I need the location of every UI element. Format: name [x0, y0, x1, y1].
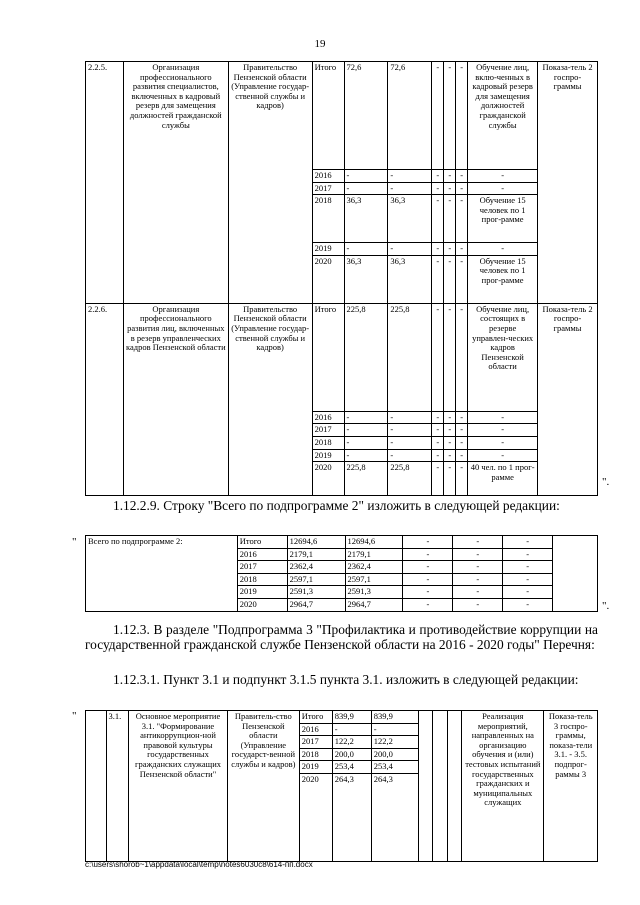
table-row [86, 536, 598, 549]
amount-regional: - [388, 449, 432, 462]
amount-col-3: - [456, 182, 468, 195]
amount-total: 2362,4 [287, 561, 345, 574]
page-number: 19 [314, 38, 326, 50]
amount-regional: 225,8 [388, 303, 432, 411]
amount-col-3: - [503, 573, 553, 586]
amount-col-3: - [503, 548, 553, 561]
amount-col-2: - [444, 182, 456, 195]
amount-col-3: - [503, 536, 553, 549]
amount-total: - [344, 411, 388, 424]
measure-3-1-table [85, 710, 598, 862]
expected-result: Обучение лиц, состоящих в резерве управлен-ческих кадров Пензенской области [468, 303, 538, 411]
amount-regional: 12694,6 [345, 536, 403, 549]
amount-col-3: - [456, 62, 468, 170]
measure-executor: Правительство Пензенской области (Управление государ-ственной службы и кадров) [228, 62, 312, 304]
amount-col-1: - [432, 449, 444, 462]
measure-number: 3.1. [106, 711, 129, 862]
amount-total: 2597,1 [287, 573, 345, 586]
amount-col-1: - [432, 243, 444, 256]
closing-quote: ". [602, 476, 610, 488]
amount-col-3: - [456, 436, 468, 449]
expected-result: - [468, 436, 538, 449]
amount-regional: - [388, 436, 432, 449]
amount-total: 225,8 [344, 462, 388, 496]
expected-result: - [468, 449, 538, 462]
paragraph-1-12-3: 1.12.3. В разделе "Подпрограмма 3 "Профилактика и противодействие коррупции на государственной гражданской службе Пензенской области на 2016 - 2020 годы" Перечня: [85, 622, 598, 652]
amount-col-1: - [432, 182, 444, 195]
amount-col-2: - [444, 449, 456, 462]
measure-name: Организация профессионального развития лиц, включенных в резерв управленческих кадров Пензенской области [123, 303, 228, 495]
year-cell: 2018 [312, 436, 344, 449]
expected-result: - [468, 411, 538, 424]
amount-regional: 2964,7 [345, 598, 403, 611]
year-cell: 2017 [299, 736, 332, 749]
expected-result: - [468, 424, 538, 437]
year-cell: 2020 [312, 255, 344, 303]
amount-col-2: - [453, 561, 503, 574]
amount-col-3: - [503, 598, 553, 611]
year-cell: 2016 [312, 170, 344, 183]
empty-cell [86, 711, 107, 862]
amount-total: - [344, 424, 388, 437]
expected-result: Обучение 15 человек по 1 прог-рамме [468, 255, 538, 303]
table-row [86, 62, 598, 170]
amount-col-2: - [444, 411, 456, 424]
table-row [86, 711, 598, 724]
year-cell: 2020 [299, 773, 332, 861]
amount-col-3: - [503, 561, 553, 574]
amount-col-1: - [432, 462, 444, 496]
amount-col-3: - [503, 586, 553, 599]
amount-col-1: - [432, 195, 444, 243]
amount-col-1: - [403, 573, 453, 586]
amount-col-1: - [403, 536, 453, 549]
empty-cell [447, 711, 461, 862]
amount-col-2: - [453, 536, 503, 549]
year-cell: Итого [312, 303, 344, 411]
amount-regional: 36,3 [388, 255, 432, 303]
year-cell: 2020 [312, 462, 344, 496]
expected-result: - [468, 243, 538, 256]
amount-col-3: - [456, 243, 468, 256]
amount-col-1: - [432, 62, 444, 170]
total-label: Всего по подпрограмме 2: [86, 536, 238, 612]
expected-result: 40 чел. по 1 прог-рамме [468, 462, 538, 496]
measure-number: 2.2.6. [86, 303, 124, 495]
amount-col-2: - [453, 548, 503, 561]
amount-total: 36,3 [344, 195, 388, 243]
amount-regional: - [388, 424, 432, 437]
expected-result: Обучение 15 человек по 1 прог-рамме [468, 195, 538, 243]
amount-total: - [344, 243, 388, 256]
year-cell: 2017 [312, 182, 344, 195]
year-cell: 2016 [237, 548, 287, 561]
measure-number: 2.2.5. [86, 62, 124, 304]
amount-col-2: - [444, 462, 456, 496]
amount-total: 72,6 [344, 62, 388, 170]
measure-name: Основное мероприятие 3.1. "Формирование антикоррупцион-ной правовой культуры государственных гражданских служащих Пензенской области" [129, 711, 228, 862]
amount-regional: 2597,1 [345, 573, 403, 586]
subprogram-2-total-table [85, 535, 598, 612]
amount-regional: 2362,4 [345, 561, 403, 574]
amount-col-1: - [403, 548, 453, 561]
year-cell: 2019 [312, 243, 344, 256]
amount-regional: 225,8 [388, 462, 432, 496]
amount-col-1: - [432, 436, 444, 449]
expected-result: Реализация мероприятий, направленных на организацию обучения и (или) тестовых испытаний государственных гражданских и муниципальных служащих [462, 711, 544, 862]
amount-regional: - [388, 170, 432, 183]
expected-result: - [468, 170, 538, 183]
year-cell: 2019 [312, 449, 344, 462]
amount-col-3: - [456, 195, 468, 243]
amount-col-2: - [444, 243, 456, 256]
amount-regional: 2179,1 [345, 548, 403, 561]
year-cell: Итого [299, 711, 332, 724]
amount-regional: - [388, 243, 432, 256]
year-cell: 2016 [299, 723, 332, 736]
amount-col-1: - [432, 303, 444, 411]
amount-col-2: - [444, 303, 456, 411]
amount-col-1: - [403, 586, 453, 599]
amount-col-3: - [456, 303, 468, 411]
amount-col-1: - [432, 255, 444, 303]
amount-total: 2964,7 [287, 598, 345, 611]
amount-total: 200,0 [332, 748, 371, 761]
amount-col-2: - [444, 255, 456, 303]
amount-col-2: - [444, 62, 456, 170]
amount-col-3: - [456, 255, 468, 303]
amount-col-3: - [456, 449, 468, 462]
amount-col-2: - [444, 195, 456, 243]
amount-regional: - [371, 723, 418, 736]
amount-total: - [344, 182, 388, 195]
amount-col-3: - [456, 424, 468, 437]
amount-total: 122,2 [332, 736, 371, 749]
year-cell: 2017 [237, 561, 287, 574]
amount-regional: - [388, 182, 432, 195]
year-cell: 2017 [312, 424, 344, 437]
opening-quote: " [72, 536, 77, 548]
amount-regional: 36,3 [388, 195, 432, 243]
amount-total: 2591,3 [287, 586, 345, 599]
amount-col-3: - [456, 411, 468, 424]
empty-cell [433, 711, 447, 862]
amount-regional: 200,0 [371, 748, 418, 761]
amount-col-2: - [444, 436, 456, 449]
amount-col-2: - [453, 586, 503, 599]
year-cell: Итого [237, 536, 287, 549]
year-cell: 2018 [312, 195, 344, 243]
amount-col-1: - [432, 411, 444, 424]
measures-table-2-2 [85, 61, 598, 496]
amount-total: - [332, 723, 371, 736]
amount-total: 36,3 [344, 255, 388, 303]
year-cell: 2016 [312, 411, 344, 424]
amount-total: 12694,6 [287, 536, 345, 549]
amount-total: 225,8 [344, 303, 388, 411]
amount-col-2: - [453, 598, 503, 611]
year-cell: 2018 [299, 748, 332, 761]
empty-cell [553, 536, 598, 612]
year-cell: 2019 [237, 586, 287, 599]
empty-cell [419, 711, 433, 862]
year-cell: 2020 [237, 598, 287, 611]
measure-executor: Правительство Пензенской области (Управление государ-ственной службы и кадров) [228, 303, 312, 495]
amount-regional: 264,3 [371, 773, 418, 861]
amount-col-2: - [453, 573, 503, 586]
amount-total: - [344, 436, 388, 449]
indicator: Показа-тель 2 госпро-граммы [538, 303, 598, 495]
indicator: Показа-тель 2 госпро-граммы [538, 62, 598, 304]
measure-executor: Правитель-ство Пензенской области (Управление государст-венной службы и кадров) [227, 711, 299, 862]
amount-total: - [344, 170, 388, 183]
table-row [86, 303, 598, 411]
amount-col-1: - [432, 424, 444, 437]
amount-col-2: - [444, 424, 456, 437]
amount-col-3: - [456, 170, 468, 183]
amount-regional: 253,4 [371, 761, 418, 774]
amount-regional: 122,2 [371, 736, 418, 749]
amount-total: - [344, 449, 388, 462]
amount-col-2: - [444, 170, 456, 183]
year-cell: 2018 [237, 573, 287, 586]
amount-total: 253,4 [332, 761, 371, 774]
amount-regional: - [388, 411, 432, 424]
paragraph-1-12-3-1: 1.12.3.1. Пункт 3.1 и подпункт 3.1.5 пункта 3.1. изложить в следующей редакции: [113, 672, 579, 687]
opening-quote-3: " [72, 710, 77, 722]
amount-regional: 839,9 [371, 711, 418, 724]
file-path-footer: c:\users\shorob~1\appdata\local\temp\notes6030c8\614-пп.docx [85, 860, 313, 869]
amount-col-1: - [403, 561, 453, 574]
year-cell: Итого [312, 62, 344, 170]
expected-result: - [468, 182, 538, 195]
amount-col-1: - [403, 598, 453, 611]
closing-quote-2: ". [602, 600, 610, 612]
amount-col-1: - [432, 170, 444, 183]
amount-regional: 2591,3 [345, 586, 403, 599]
amount-col-3: - [456, 462, 468, 496]
expected-result: Обучение лиц, вклю-ченных в кадровый резерв для замещения должностей гражданской службы [468, 62, 538, 170]
indicator: Показа-тель 3 госпро-граммы, показа-тели 3.1. - 3.5. подпрог-раммы 3 [544, 711, 598, 862]
amount-total: 264,3 [332, 773, 371, 861]
amount-total: 2179,1 [287, 548, 345, 561]
paragraph-1-12-2-9: 1.12.2.9. Строку "Всего по подпрограмме 2" изложить в следующей редакции: [113, 498, 560, 513]
year-cell: 2019 [299, 761, 332, 774]
amount-total: 839,9 [332, 711, 371, 724]
amount-regional: 72,6 [388, 62, 432, 170]
measure-name: Организация профессионального развития специалистов, включенных в кадровый резерв для замещения должностей гражданской службы [123, 62, 228, 304]
